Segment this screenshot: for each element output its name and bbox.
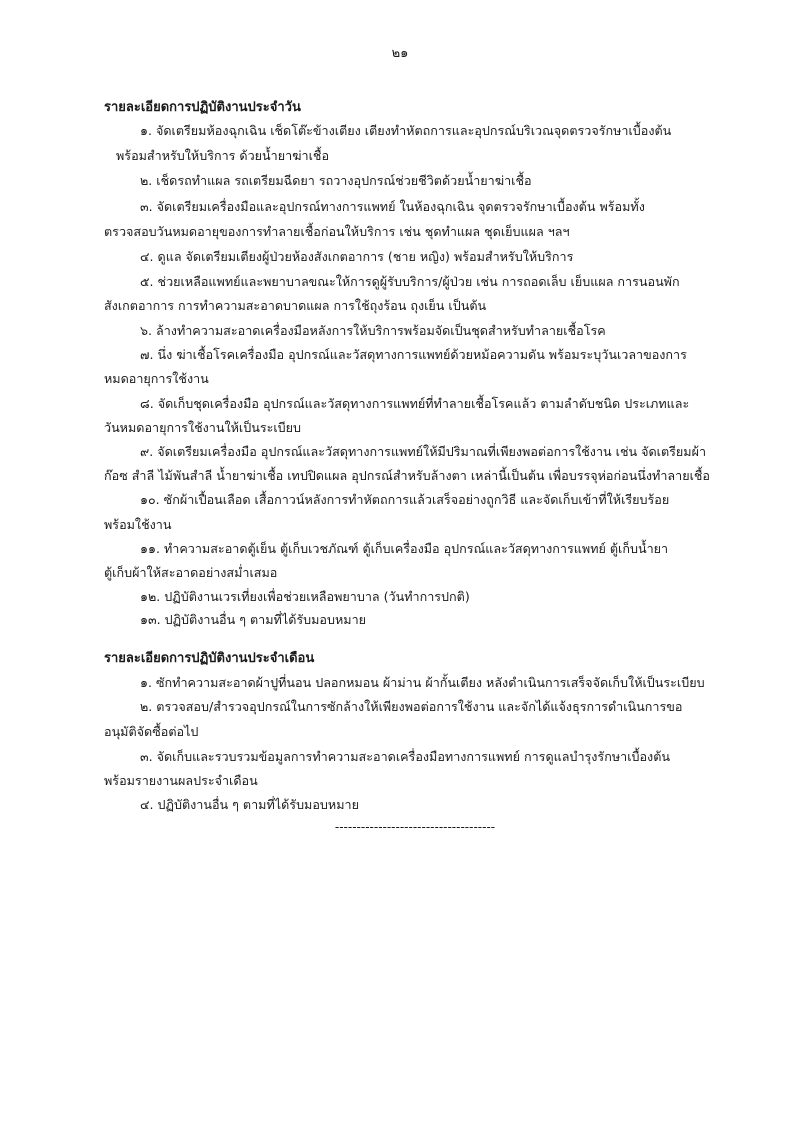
- list-item: ๑๑. ทำความสะอาดตู้เย็น ตู้เก็บเวชภัณฑ์ ตู้เก็บเครื่องมือ อุปกรณ์และวัสดุทางการแพทย์ ตู้เก็บน้ำยา: [140, 541, 669, 556]
- list-item-continuation: พร้อมสำหรับให้บริการ ด้วยน้ำยาฆ่าเชื้อ: [116, 148, 330, 163]
- list-item-continuation: หมดอายุการใช้งาน: [104, 371, 209, 386]
- list-item: ๔. ปฏิบัติงานอื่น ๆ ตามที่ได้รับมอบหมาย: [140, 797, 359, 812]
- list-item-continuation: ตรวจสอบวันหมดอายุของการทำลายเชื้อก่อนให้บริการ เช่น ชุดทำแผล ชุดเย็บแผล ฯลฯ: [104, 224, 570, 239]
- list-item: ๒. เช็ดรถทำแผล รถเตรียมฉีดยา รถวางอุปกรณ์ช่วยชีวิตด้วยน้ำยาฆ่าเชื้อ: [140, 173, 532, 188]
- list-item-continuation: พร้อมใช้งาน: [104, 517, 172, 532]
- section-heading-daily: รายละเอียดการปฏิบัติงานประจำวัน: [104, 100, 301, 115]
- list-item-continuation: ก๊อซ สำลี ไม้พันสำลี น้ำยาฆ่าเชื้อ เทปปิดแผล อุปกรณ์สำหรับล้างตา เหล่านี้เป็นต้น เพื่อบรรจุห่อก่อนนึ่งทำลายเชื้อ: [104, 468, 710, 483]
- section-heading-monthly: รายละเอียดการปฏิบัติงานประจำเดือน: [104, 651, 315, 666]
- list-item: ๓. จัดเก็บและรวบรวมข้อมูลการทำความสะอาดเครื่องมือทางการแพทย์ การดูแลบำรุงรักษาเบื้องต้น: [140, 749, 670, 764]
- list-item-continuation: สังเกตอาการ การทำความสะอาดบาดแผล การใช้ถุงร้อน ถุงเย็น เป็นต้น: [104, 298, 487, 313]
- list-item-continuation: พร้อมรายงานผลประจำเดือน: [104, 773, 258, 788]
- list-item: ๑. ซักทำความสะอาดผ้าปูที่นอน ปลอกหมอน ผ้าม่าน ผ้ากั้นเตียง หลังดำเนินการเสร็จจัดเก็บให้เป็นระเบียบ: [140, 675, 705, 690]
- page-number: ๒๑: [391, 46, 409, 61]
- list-item-continuation: อนุมัติจัดซื้อต่อไป: [104, 724, 199, 739]
- list-item: ๑๒. ปฏิบัติงานเวรเที่ยงเพื่อช่วยเหลือพยาบาล (วันทำการปกติ): [140, 589, 470, 604]
- list-item: ๙. จัดเตรียมเครื่องมือ อุปกรณ์และวัสดุทางการแพทย์ให้มีปริมาณที่เพียงพอต่อการใช้งาน เช่น จัดเตรียมผ้า: [140, 444, 707, 459]
- end-rule: -------------------------------------: [334, 820, 496, 834]
- list-item: ๑๓. ปฏิบัติงานอื่น ๆ ตามที่ได้รับมอบหมาย: [140, 612, 367, 627]
- list-item: ๒. ตรวจสอบ/สำรวจอุปกรณ์ในการซักล้างให้เพียงพอต่อการใช้งาน และจักได้แจ้งธุรการดำเนินการขอ: [140, 699, 683, 714]
- list-item: ๓. จัดเตรียมเครื่องมือและอุปกรณ์ทางการแพทย์ ในห้องฉุกเฉิน จุดตรวจรักษาเบื้องต้น พร้อมทั้ง: [140, 199, 645, 214]
- list-item-continuation: ตู้เก็บผ้าให้สะอาดอย่างสม่ำเสมอ: [104, 565, 278, 580]
- list-item: ๘. จัดเก็บชุดเครื่องมือ อุปกรณ์และวัสดุทางการแพทย์ที่ทำลายเชื้อโรคแล้ว ตามลำดับชนิด ประเภทและ: [140, 396, 690, 411]
- list-item: ๑. จัดเตรียมห้องฉุกเฉิน เช็ดโต๊ะข้างเตียง เตียงทำหัตถการและอุปกรณ์บริเวณจุดตรวจรักษาเบื้องต้น: [140, 123, 672, 138]
- list-item: ๔. ดูแล จัดเตรียมเตียงผู้ป่วยห้องสังเกตอาการ (ชาย หญิง) พร้อมสำหรับให้บริการ: [140, 249, 574, 264]
- list-item: ๗. นึ่ง ฆ่าเชื้อโรคเครื่องมือ อุปกรณ์และวัสดุทางการแพทย์ด้วยหม้อความดัน พร้อมระบุวันเวลาของการ: [140, 347, 687, 362]
- list-item: ๑๐. ซักผ้าเปื้อนเลือด เสื้อกาวน์หลังการทำหัตถการแล้วเสร็จอย่างถูกวิธี และจัดเก็บเข้าที่ให้เรียบร้อย: [140, 492, 670, 507]
- list-item-continuation: วันหมดอายุการใช้งานให้เป็นระเบียบ: [104, 420, 302, 435]
- list-item: ๖. ล้างทำความสะอาดเครื่องมือหลังการให้บริการพร้อมจัดเป็นชุดสำหรับทำลายเชื้อโรค: [140, 323, 606, 338]
- list-item: ๕. ช่วยเหลือแพทย์และพยาบาลขณะให้การดูผู้รับบริการ/ผู้ป่วย เช่น การถอดเล็บ เย็บแผล การนอนพัก: [140, 274, 680, 289]
